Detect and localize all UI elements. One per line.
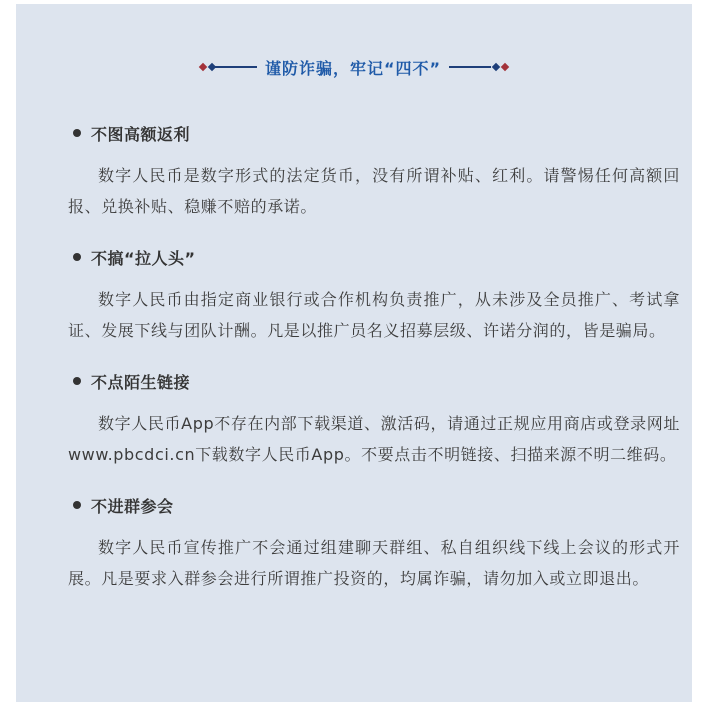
- red-diamond-icon: [501, 63, 509, 71]
- title-row: [16, 52, 692, 82]
- section-paragraph: 数字人民币App不存在内部下载渠道、激活码，请通过正规应用商店或登录网址www.pbcdci.cn下载数字人民币App。不要点击不明链接、扫描来源不明二维码。: [68, 414, 680, 464]
- ornament-line: [449, 66, 491, 68]
- right-ornament-icon: [449, 64, 508, 70]
- left-ornament-icon: [200, 64, 257, 70]
- section-paragraph: 数字人民币宣传推广不会通过组建聊天群组、私自组织线下线上会议的形式开展。凡是要求入群参会进行所谓推广投资的，均属诈骗，请勿加入或立即退出。: [68, 538, 680, 588]
- section-no-strange-links: [70, 366, 680, 470]
- section-heading: [72, 118, 680, 148]
- section-no-recruiting: [70, 242, 680, 346]
- section-heading-text: 不点陌生链接: [91, 372, 191, 392]
- blue-diamond-icon: [208, 63, 216, 71]
- section-no-high-returns: [70, 118, 680, 222]
- ornament-line: [215, 66, 257, 68]
- bullet-icon: [73, 129, 81, 137]
- article-content: [70, 116, 680, 614]
- red-diamond-icon: [199, 63, 207, 71]
- bullet-icon: [73, 501, 81, 509]
- blue-diamond-icon: [492, 63, 500, 71]
- section-paragraph: 数字人民币是数字形式的法定货币，没有所谓补贴、红利。请警惕任何高额回报、兑换补贴、稳赚不赔的承诺。: [68, 166, 680, 216]
- section-heading: [72, 242, 680, 272]
- section-heading-text: 不搞“拉人头”: [91, 248, 196, 268]
- bullet-icon: [73, 253, 81, 261]
- article-panel: [16, 4, 692, 702]
- bullet-icon: [73, 377, 81, 385]
- section-heading: [72, 366, 680, 396]
- section-no-group-meetings: [70, 490, 680, 594]
- section-heading-text: 不图高额返利: [91, 124, 191, 144]
- page-title: 谨防诈骗，牢记“四不”: [264, 58, 442, 78]
- section-heading: [72, 490, 680, 520]
- section-heading-text: 不进群参会: [91, 496, 174, 516]
- section-paragraph: 数字人民币由指定商业银行或合作机构负责推广，从未涉及全员推广、考试拿证、发展下线与团队计酬。凡是以推广员名义招募层级、许诺分润的，皆是骗局。: [68, 290, 680, 340]
